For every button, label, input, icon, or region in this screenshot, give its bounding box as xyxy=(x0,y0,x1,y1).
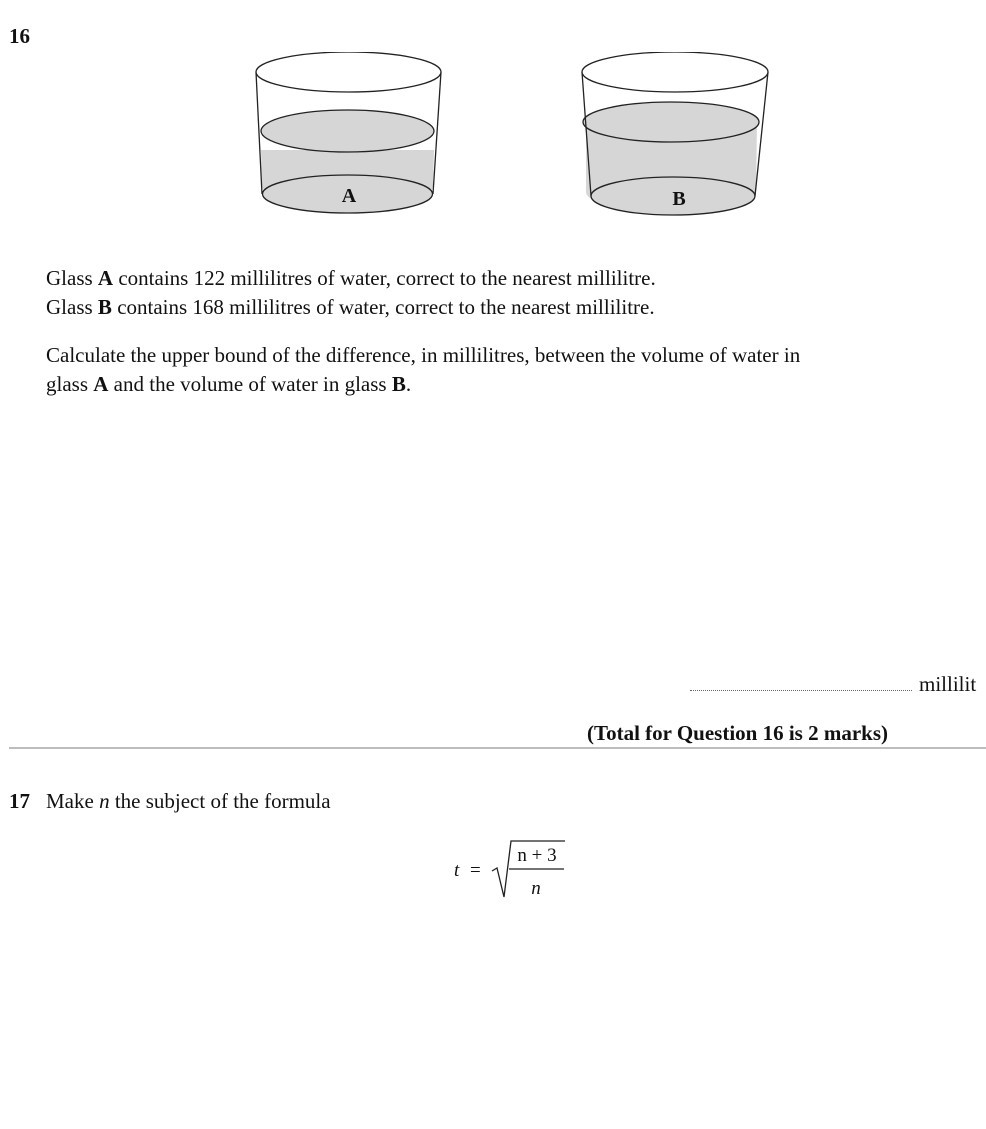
question-16-number: 16 xyxy=(9,24,30,48)
glass-a-label: A xyxy=(341,185,357,207)
q17-instruction: Make n the subject of the formula xyxy=(46,789,331,813)
q16-instruction-line-2: glass A and the volume of water in glass B. xyxy=(46,372,412,396)
q16-instruction-line-1: Calculate the upper bound of the difference, in millilitres, between the volume of water in xyxy=(46,343,801,367)
question-17-number: 17 xyxy=(9,789,30,813)
glass-a xyxy=(256,52,441,213)
question-16-total: (Total for Question 16 is 2 marks) xyxy=(587,721,889,745)
formula-denominator: n xyxy=(531,878,541,899)
glass-b-statement: Glass B contains 168 millilitres of water, correct to the nearest millilitre. xyxy=(46,295,655,319)
formula xyxy=(448,835,578,905)
formula-equals: = xyxy=(470,860,481,881)
question-divider xyxy=(9,747,986,749)
answer-unit: millilit xyxy=(919,672,977,696)
formula-numerator: n + 3 xyxy=(517,845,557,866)
glass-b xyxy=(582,52,768,215)
glasses-diagram xyxy=(250,52,780,222)
glass-a-statement: Glass A contains 122 millilitres of water, correct to the nearest millilitre. xyxy=(46,266,656,290)
formula-lhs: t xyxy=(454,860,460,881)
glass-b-label: B xyxy=(672,188,686,210)
answer-line[interactable] xyxy=(690,690,912,691)
